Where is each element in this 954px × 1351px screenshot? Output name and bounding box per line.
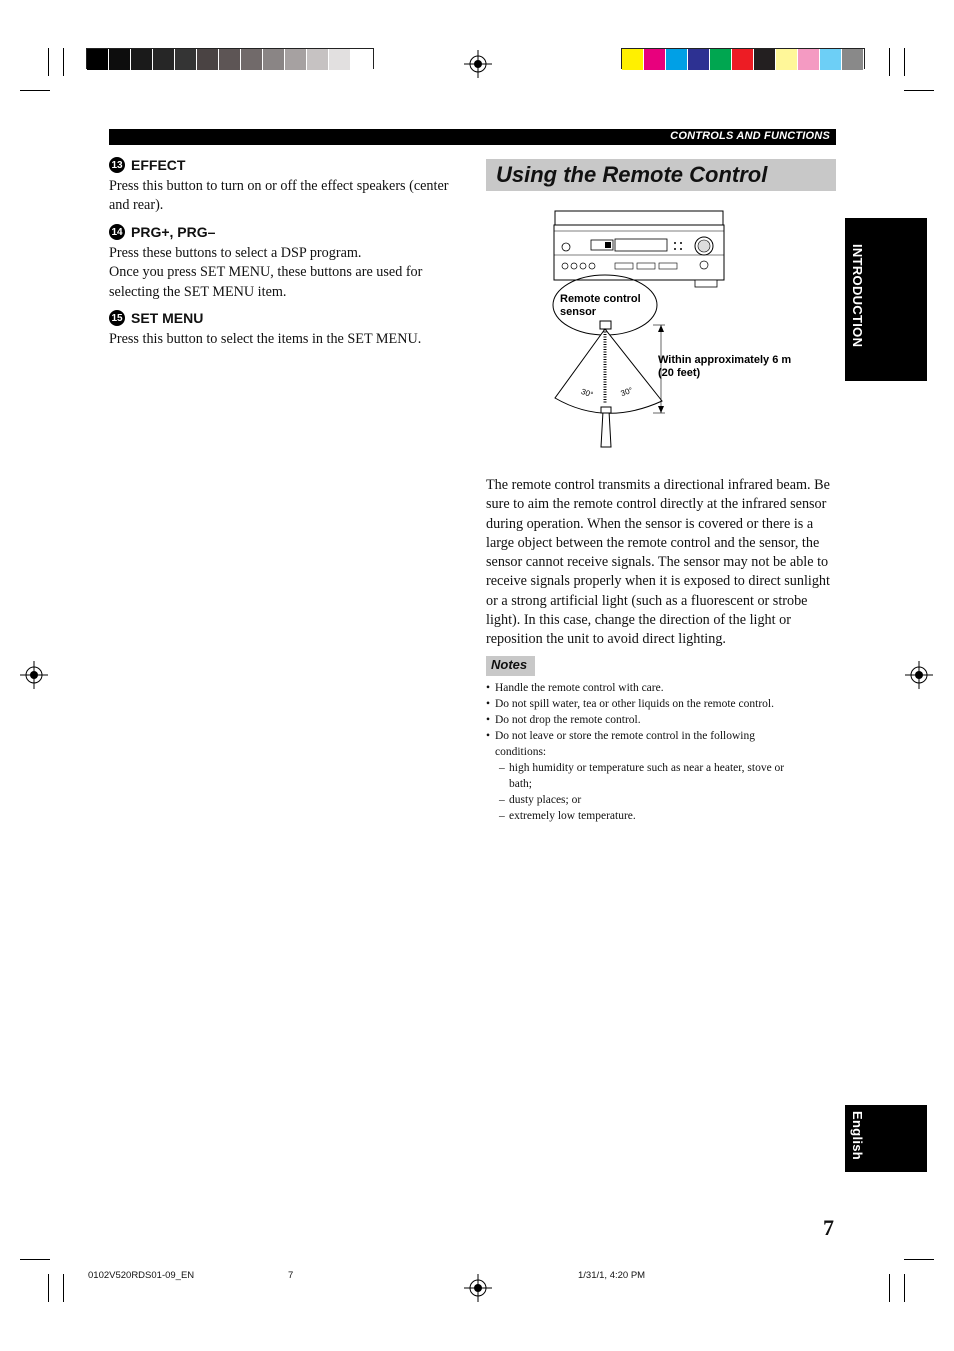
note-subitem: – high humidity or temperature such as near a heater, stove or (486, 760, 838, 776)
text-line: or a strong artificial light (such as a fluorescent or strobe (486, 592, 808, 609)
calibration-swatch (241, 49, 263, 70)
angle-label-right: 30° (619, 385, 634, 399)
text-line: Once you press SET MENU, these buttons are used for (109, 264, 423, 281)
crop-mark (63, 48, 64, 76)
text-line: Press these buttons to select a DSP program. (109, 245, 362, 261)
item-title: PRG+, PRG– (131, 224, 216, 240)
item-heading-set-menu (109, 310, 203, 326)
item-description (109, 244, 465, 302)
calibration-swatch (754, 49, 776, 70)
text-line: The remote control transmits a directional infrared beam. Be (486, 477, 830, 493)
remote-control-diagram (545, 205, 840, 455)
note-subitem: – dusty places; or (486, 792, 838, 808)
registration-mark-icon (464, 50, 492, 78)
notes-label: Notes (491, 657, 528, 672)
sensor-label-line-2: sensor (560, 306, 597, 318)
tab-english (845, 1105, 927, 1172)
crop-mark (904, 48, 905, 76)
registration-mark-icon (20, 661, 48, 689)
text-line: Press this button to select the items in the SET MENU. (109, 331, 422, 347)
text-line: sure to aim the remote control directly at the infrared sensor (486, 496, 827, 513)
item-number-badge: 15 (109, 310, 125, 326)
text-line: and rear). (109, 197, 164, 214)
calibration-swatch (644, 49, 666, 70)
calibration-swatch (688, 49, 710, 70)
calibration-swatch (666, 49, 688, 70)
grayscale-calibration-strip (86, 48, 374, 69)
registration-mark-icon (905, 661, 933, 689)
crop-mark (889, 48, 890, 76)
section-title-box (486, 159, 836, 191)
calibration-swatch (820, 49, 842, 70)
receiver-unit-illustration (554, 211, 724, 287)
item-title: EFFECT (131, 157, 186, 173)
item-heading-effect (109, 157, 185, 173)
notes-list (486, 680, 838, 824)
page-number: 7 (823, 1215, 834, 1240)
item-description (109, 330, 465, 349)
note-subitem-continuation: bath; (509, 778, 532, 790)
calibration-swatch (219, 49, 241, 70)
crop-mark (904, 90, 934, 91)
calibration-swatch (87, 49, 109, 70)
calibration-swatch (622, 49, 644, 70)
calibration-swatch (175, 49, 197, 70)
calibration-swatch (329, 49, 351, 70)
remote-control-paragraph (486, 476, 838, 650)
text-line: receive signals properly when it is exposed to direct sunlight (486, 573, 830, 590)
range-label-line-1: Within approximately 6 m (658, 354, 792, 366)
text-line: reposition the unit to avoid direct lighting. (486, 631, 726, 648)
note-item: • Handle the remote control with care. (486, 680, 838, 696)
notes-label-box (486, 656, 535, 676)
calibration-swatch (285, 49, 307, 70)
footer-date: 1/31/1, 4:20 PM (578, 1270, 646, 1281)
text-line: large object between the remote control and the sensor, the (486, 534, 820, 551)
section-header-bar (109, 129, 836, 145)
crop-mark (63, 1274, 64, 1302)
calibration-swatch (732, 49, 754, 70)
note-item: • Do not spill water, tea or other liquids on the remote control. (486, 696, 838, 712)
note-subitem: – extremely low temperature. (486, 808, 838, 824)
item-description (109, 177, 465, 216)
crop-mark (904, 1274, 905, 1302)
calibration-swatch (197, 49, 219, 70)
calibration-swatch (131, 49, 153, 70)
section-title: Using the Remote Control (496, 162, 768, 187)
angle-label-left: 30° (579, 386, 595, 400)
text-line: light). In this case, change the direction of the light or (486, 612, 791, 629)
section-header-label: CONTROLS AND FUNCTIONS (670, 130, 830, 142)
crop-mark (904, 1259, 934, 1260)
text-line: during operation. When the sensor is covered or there is a (486, 515, 814, 532)
crop-mark (48, 48, 49, 76)
registration-mark-icon (464, 1274, 492, 1302)
infrared-beam-cone (555, 329, 662, 413)
crop-mark (20, 1259, 50, 1260)
tab-english-label: English (850, 1111, 865, 1161)
crop-mark (20, 90, 50, 91)
sensor-label-line-1: Remote control (560, 293, 641, 305)
text-line: Press this button to turn on or off the effect speakers (center (109, 178, 449, 194)
item-heading-prg (109, 224, 215, 240)
color-calibration-strip (621, 48, 865, 69)
text-line: selecting the SET MENU item. (109, 283, 287, 300)
calibration-swatch (109, 49, 131, 70)
item-title: SET MENU (131, 310, 204, 326)
crop-mark (48, 1274, 49, 1302)
calibration-swatch (263, 49, 285, 70)
note-item: • Do not leave or store the remote control in the following (486, 728, 838, 744)
range-label-line-2: (20 feet) (658, 367, 701, 379)
remote-control-illustration (601, 407, 611, 447)
text-line: sensor cannot receive signals. The sensor may not be able to (486, 554, 829, 571)
calibration-swatch (307, 49, 329, 70)
calibration-swatch (776, 49, 798, 70)
calibration-swatch (798, 49, 820, 70)
note-item: • Do not drop the remote control. (486, 712, 838, 728)
calibration-swatch (842, 49, 864, 70)
calibration-swatch (351, 49, 373, 70)
note-item-continuation: conditions: (495, 746, 547, 758)
crop-mark (889, 1274, 890, 1302)
tab-introduction-label: INTRODUCTION (850, 244, 865, 348)
tab-introduction (845, 218, 927, 381)
item-number-badge: 14 (109, 224, 125, 240)
item-number-badge: 13 (109, 157, 125, 173)
footer-code: 0102V520RDS01-09_EN (88, 1270, 195, 1281)
calibration-swatch (153, 49, 175, 70)
calibration-swatch (710, 49, 732, 70)
footer-page: 7 (288, 1270, 294, 1281)
